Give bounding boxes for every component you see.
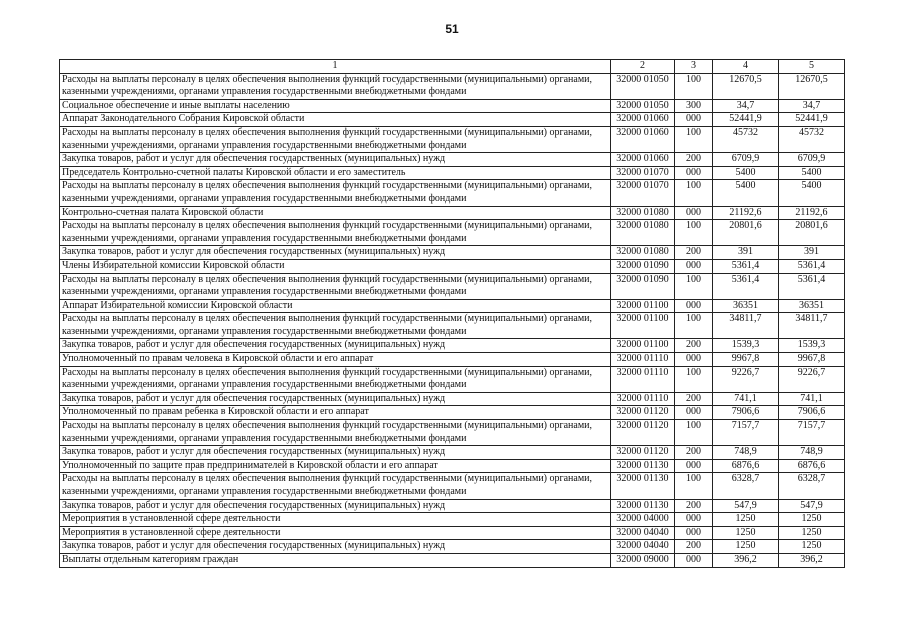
row-code: 32000 01120: [611, 446, 675, 460]
row-type: 100: [675, 313, 713, 339]
table-row: [60, 166, 845, 180]
row-code: 32000 01090: [611, 259, 675, 273]
row-value-4: 5361,4: [713, 259, 779, 273]
row-value-5: 34,7: [779, 99, 845, 113]
table-row: [60, 392, 845, 406]
table-row: [60, 73, 845, 99]
row-name: Мероприятия в установленной сфере деятельности: [60, 513, 611, 527]
row-code: 32000 01100: [611, 313, 675, 339]
table-row: [60, 153, 845, 167]
row-code: 32000 01110: [611, 392, 675, 406]
row-code: 32000 04040: [611, 540, 675, 554]
row-code: 32000 01110: [611, 366, 675, 392]
row-name: Социальное обеспечение и иные выплаты населению: [60, 99, 611, 113]
row-code: 32000 01130: [611, 473, 675, 499]
table-row: [60, 353, 845, 367]
row-name: Расходы на выплаты персоналу в целях обеспечения выполнения функций государственными (муниципальными) органами, казенными учреждениями, органами управления государственными внебюджетными фондами: [60, 126, 611, 152]
table-row: [60, 446, 845, 460]
row-value-4: 7906,6: [713, 406, 779, 420]
column-header-1: 1: [60, 60, 611, 74]
row-code: 32000 01130: [611, 499, 675, 513]
row-type: 000: [675, 553, 713, 567]
row-name: Закупка товаров, работ и услуг для обеспечения государственных (муниципальных) нужд: [60, 499, 611, 513]
row-type: 200: [675, 339, 713, 353]
row-value-5: 1250: [779, 526, 845, 540]
table-row: [60, 220, 845, 246]
row-value-4: 5400: [713, 166, 779, 180]
row-name: Расходы на выплаты персоналу в целях обеспечения выполнения функций государственными (муниципальными) органами, казенными учреждениями, органами управления государственными внебюджетными фондами: [60, 273, 611, 299]
row-code: 32000 01050: [611, 99, 675, 113]
row-type: 000: [675, 406, 713, 420]
row-code: 32000 01070: [611, 166, 675, 180]
table-row: [60, 99, 845, 113]
row-type: 300: [675, 99, 713, 113]
row-value-5: 1539,3: [779, 339, 845, 353]
row-value-5: 748,9: [779, 446, 845, 460]
row-value-4: 20801,6: [713, 220, 779, 246]
row-value-4: 9967,8: [713, 353, 779, 367]
row-type: 100: [675, 273, 713, 299]
row-value-4: 7157,7: [713, 420, 779, 446]
row-value-5: 1250: [779, 513, 845, 527]
row-name: Контрольно-счетная палата Кировской области: [60, 206, 611, 220]
row-value-5: 7906,6: [779, 406, 845, 420]
table-row: [60, 126, 845, 152]
table-row: [60, 540, 845, 554]
row-type: 100: [675, 73, 713, 99]
row-code: 32000 01060: [611, 153, 675, 167]
row-name: Уполномоченный по правам человека в Кировской области и его аппарат: [60, 353, 611, 367]
row-value-5: 547,9: [779, 499, 845, 513]
row-value-4: 1250: [713, 513, 779, 527]
row-value-4: 45732: [713, 126, 779, 152]
row-name: Расходы на выплаты персоналу в целях обеспечения выполнения функций государственными (муниципальными) органами, казенными учреждениями, органами управления государственными внебюджетными фондами: [60, 366, 611, 392]
row-name: Закупка товаров, работ и услуг для обеспечения государственных (муниципальных) нужд: [60, 540, 611, 554]
table-row: [60, 553, 845, 567]
table-row: [60, 406, 845, 420]
row-type: 000: [675, 166, 713, 180]
row-value-5: 9226,7: [779, 366, 845, 392]
row-type: 000: [675, 459, 713, 473]
row-name: Мероприятия в установленной сфере деятельности: [60, 526, 611, 540]
row-value-4: 396,2: [713, 553, 779, 567]
row-type: 200: [675, 540, 713, 554]
row-value-4: 5361,4: [713, 273, 779, 299]
row-value-4: 741,1: [713, 392, 779, 406]
row-name: Закупка товаров, работ и услуг для обеспечения государственных (муниципальных) нужд: [60, 153, 611, 167]
header-row: [60, 60, 845, 74]
row-code: 32000 04040: [611, 526, 675, 540]
row-code: 32000 01070: [611, 180, 675, 206]
table-row: [60, 526, 845, 540]
table-row: [60, 259, 845, 273]
row-name: Расходы на выплаты персоналу в целях обеспечения выполнения функций государственными (муниципальными) органами, казенными учреждениями, органами управления государственными внебюджетными фондами: [60, 420, 611, 446]
budget-table: [59, 59, 845, 568]
column-header-3: 3: [675, 60, 713, 74]
row-code: 32000 01120: [611, 420, 675, 446]
row-value-4: 1250: [713, 540, 779, 554]
table-header: [60, 60, 845, 74]
column-header-2: 2: [611, 60, 675, 74]
row-value-4: 391: [713, 246, 779, 260]
table-row: [60, 206, 845, 220]
row-code: 32000 01130: [611, 459, 675, 473]
row-value-5: 1250: [779, 540, 845, 554]
row-value-5: 45732: [779, 126, 845, 152]
row-value-5: 9967,8: [779, 353, 845, 367]
row-type: 100: [675, 366, 713, 392]
row-value-5: 741,1: [779, 392, 845, 406]
row-code: 32000 09000: [611, 553, 675, 567]
table-row: [60, 513, 845, 527]
table-row: [60, 246, 845, 260]
row-value-4: 6709,9: [713, 153, 779, 167]
row-name: Председатель Контрольно-счетной палаты Кировской области и его заместитель: [60, 166, 611, 180]
row-code: 32000 01120: [611, 406, 675, 420]
row-value-4: 52441,9: [713, 113, 779, 127]
table-row: [60, 313, 845, 339]
row-code: 32000 01080: [611, 220, 675, 246]
row-code: 32000 01080: [611, 206, 675, 220]
row-value-5: 5361,4: [779, 273, 845, 299]
row-name: Выплаты отдельным категориям граждан: [60, 553, 611, 567]
row-value-4: 6876,6: [713, 459, 779, 473]
row-code: 32000 01050: [611, 73, 675, 99]
table-row: [60, 499, 845, 513]
column-header-4: 4: [713, 60, 779, 74]
row-name: Расходы на выплаты персоналу в целях обеспечения выполнения функций государственными (муниципальными) органами, казенными учреждениями, органами управления государственными внебюджетными фондами: [60, 473, 611, 499]
row-type: 200: [675, 246, 713, 260]
row-value-5: 52441,9: [779, 113, 845, 127]
row-type: 200: [675, 446, 713, 460]
row-name: Аппарат Законодательного Собрания Кировской области: [60, 113, 611, 127]
table-row: [60, 180, 845, 206]
row-type: 100: [675, 220, 713, 246]
row-type: 000: [675, 513, 713, 527]
row-code: 32000 01090: [611, 273, 675, 299]
row-value-4: 12670,5: [713, 73, 779, 99]
row-value-5: 6709,9: [779, 153, 845, 167]
table-row: [60, 473, 845, 499]
row-value-4: 9226,7: [713, 366, 779, 392]
row-type: 100: [675, 126, 713, 152]
row-type: 000: [675, 206, 713, 220]
row-name: Расходы на выплаты персоналу в целях обеспечения выполнения функций государственными (муниципальными) органами, казенными учреждениями, органами управления государственными внебюджетными фондами: [60, 73, 611, 99]
row-value-5: 34811,7: [779, 313, 845, 339]
row-code: 32000 01060: [611, 126, 675, 152]
row-value-4: 36351: [713, 299, 779, 313]
row-value-4: 5400: [713, 180, 779, 206]
row-value-5: 5361,4: [779, 259, 845, 273]
row-type: 000: [675, 299, 713, 313]
table-row: [60, 459, 845, 473]
row-name: Расходы на выплаты персоналу в целях обеспечения выполнения функций государственными (муниципальными) органами, казенными учреждениями, органами управления государственными внебюджетными фондами: [60, 180, 611, 206]
row-value-5: 396,2: [779, 553, 845, 567]
table-body: [60, 73, 845, 567]
row-value-5: 5400: [779, 166, 845, 180]
row-code: 32000 01080: [611, 246, 675, 260]
row-value-4: 21192,6: [713, 206, 779, 220]
table-row: [60, 366, 845, 392]
table-row: [60, 339, 845, 353]
column-header-5: 5: [779, 60, 845, 74]
row-value-5: 20801,6: [779, 220, 845, 246]
row-value-5: 12670,5: [779, 73, 845, 99]
table-row: [60, 113, 845, 127]
row-code: 32000 01100: [611, 339, 675, 353]
row-value-5: 7157,7: [779, 420, 845, 446]
row-code: 32000 04000: [611, 513, 675, 527]
row-value-4: 1250: [713, 526, 779, 540]
row-type: 100: [675, 180, 713, 206]
page-number: 51: [445, 22, 459, 36]
table-row: [60, 273, 845, 299]
row-type: 100: [675, 473, 713, 499]
row-value-5: 5400: [779, 180, 845, 206]
row-type: 000: [675, 113, 713, 127]
table-row: [60, 299, 845, 313]
row-name: Закупка товаров, работ и услуг для обеспечения государственных (муниципальных) нужд: [60, 392, 611, 406]
row-type: 200: [675, 153, 713, 167]
row-type: 000: [675, 353, 713, 367]
row-type: 000: [675, 526, 713, 540]
row-value-4: 34811,7: [713, 313, 779, 339]
row-value-4: 547,9: [713, 499, 779, 513]
row-type: 000: [675, 259, 713, 273]
row-name: Закупка товаров, работ и услуг для обеспечения государственных (муниципальных) нужд: [60, 246, 611, 260]
row-name: Расходы на выплаты персоналу в целях обеспечения выполнения функций государственными (муниципальными) органами, казенными учреждениями, органами управления государственными внебюджетными фондами: [60, 220, 611, 246]
row-code: 32000 01110: [611, 353, 675, 367]
row-value-5: 391: [779, 246, 845, 260]
row-value-5: 6876,6: [779, 459, 845, 473]
row-code: 32000 01060: [611, 113, 675, 127]
row-name: Закупка товаров, работ и услуг для обеспечения государственных (муниципальных) нужд: [60, 446, 611, 460]
row-code: 32000 01100: [611, 299, 675, 313]
row-name: Уполномоченный по правам ребенка в Кировской области и его аппарат: [60, 406, 611, 420]
row-value-5: 6328,7: [779, 473, 845, 499]
row-value-4: 34,7: [713, 99, 779, 113]
row-type: 200: [675, 499, 713, 513]
row-name: Члены Избирательной комиссии Кировской области: [60, 259, 611, 273]
row-value-5: 21192,6: [779, 206, 845, 220]
row-type: 100: [675, 420, 713, 446]
row-name: Аппарат Избирательной комиссии Кировской области: [60, 299, 611, 313]
row-value-4: 6328,7: [713, 473, 779, 499]
row-value-4: 1539,3: [713, 339, 779, 353]
row-name: Уполномоченный по защите прав предпринимателей в Кировской области и его аппарат: [60, 459, 611, 473]
row-type: 200: [675, 392, 713, 406]
row-name: Закупка товаров, работ и услуг для обеспечения государственных (муниципальных) нужд: [60, 339, 611, 353]
row-value-4: 748,9: [713, 446, 779, 460]
row-value-5: 36351: [779, 299, 845, 313]
row-name: Расходы на выплаты персоналу в целях обеспечения выполнения функций государственными (муниципальными) органами, казенными учреждениями, органами управления государственными внебюджетными фондами: [60, 313, 611, 339]
table-row: [60, 420, 845, 446]
